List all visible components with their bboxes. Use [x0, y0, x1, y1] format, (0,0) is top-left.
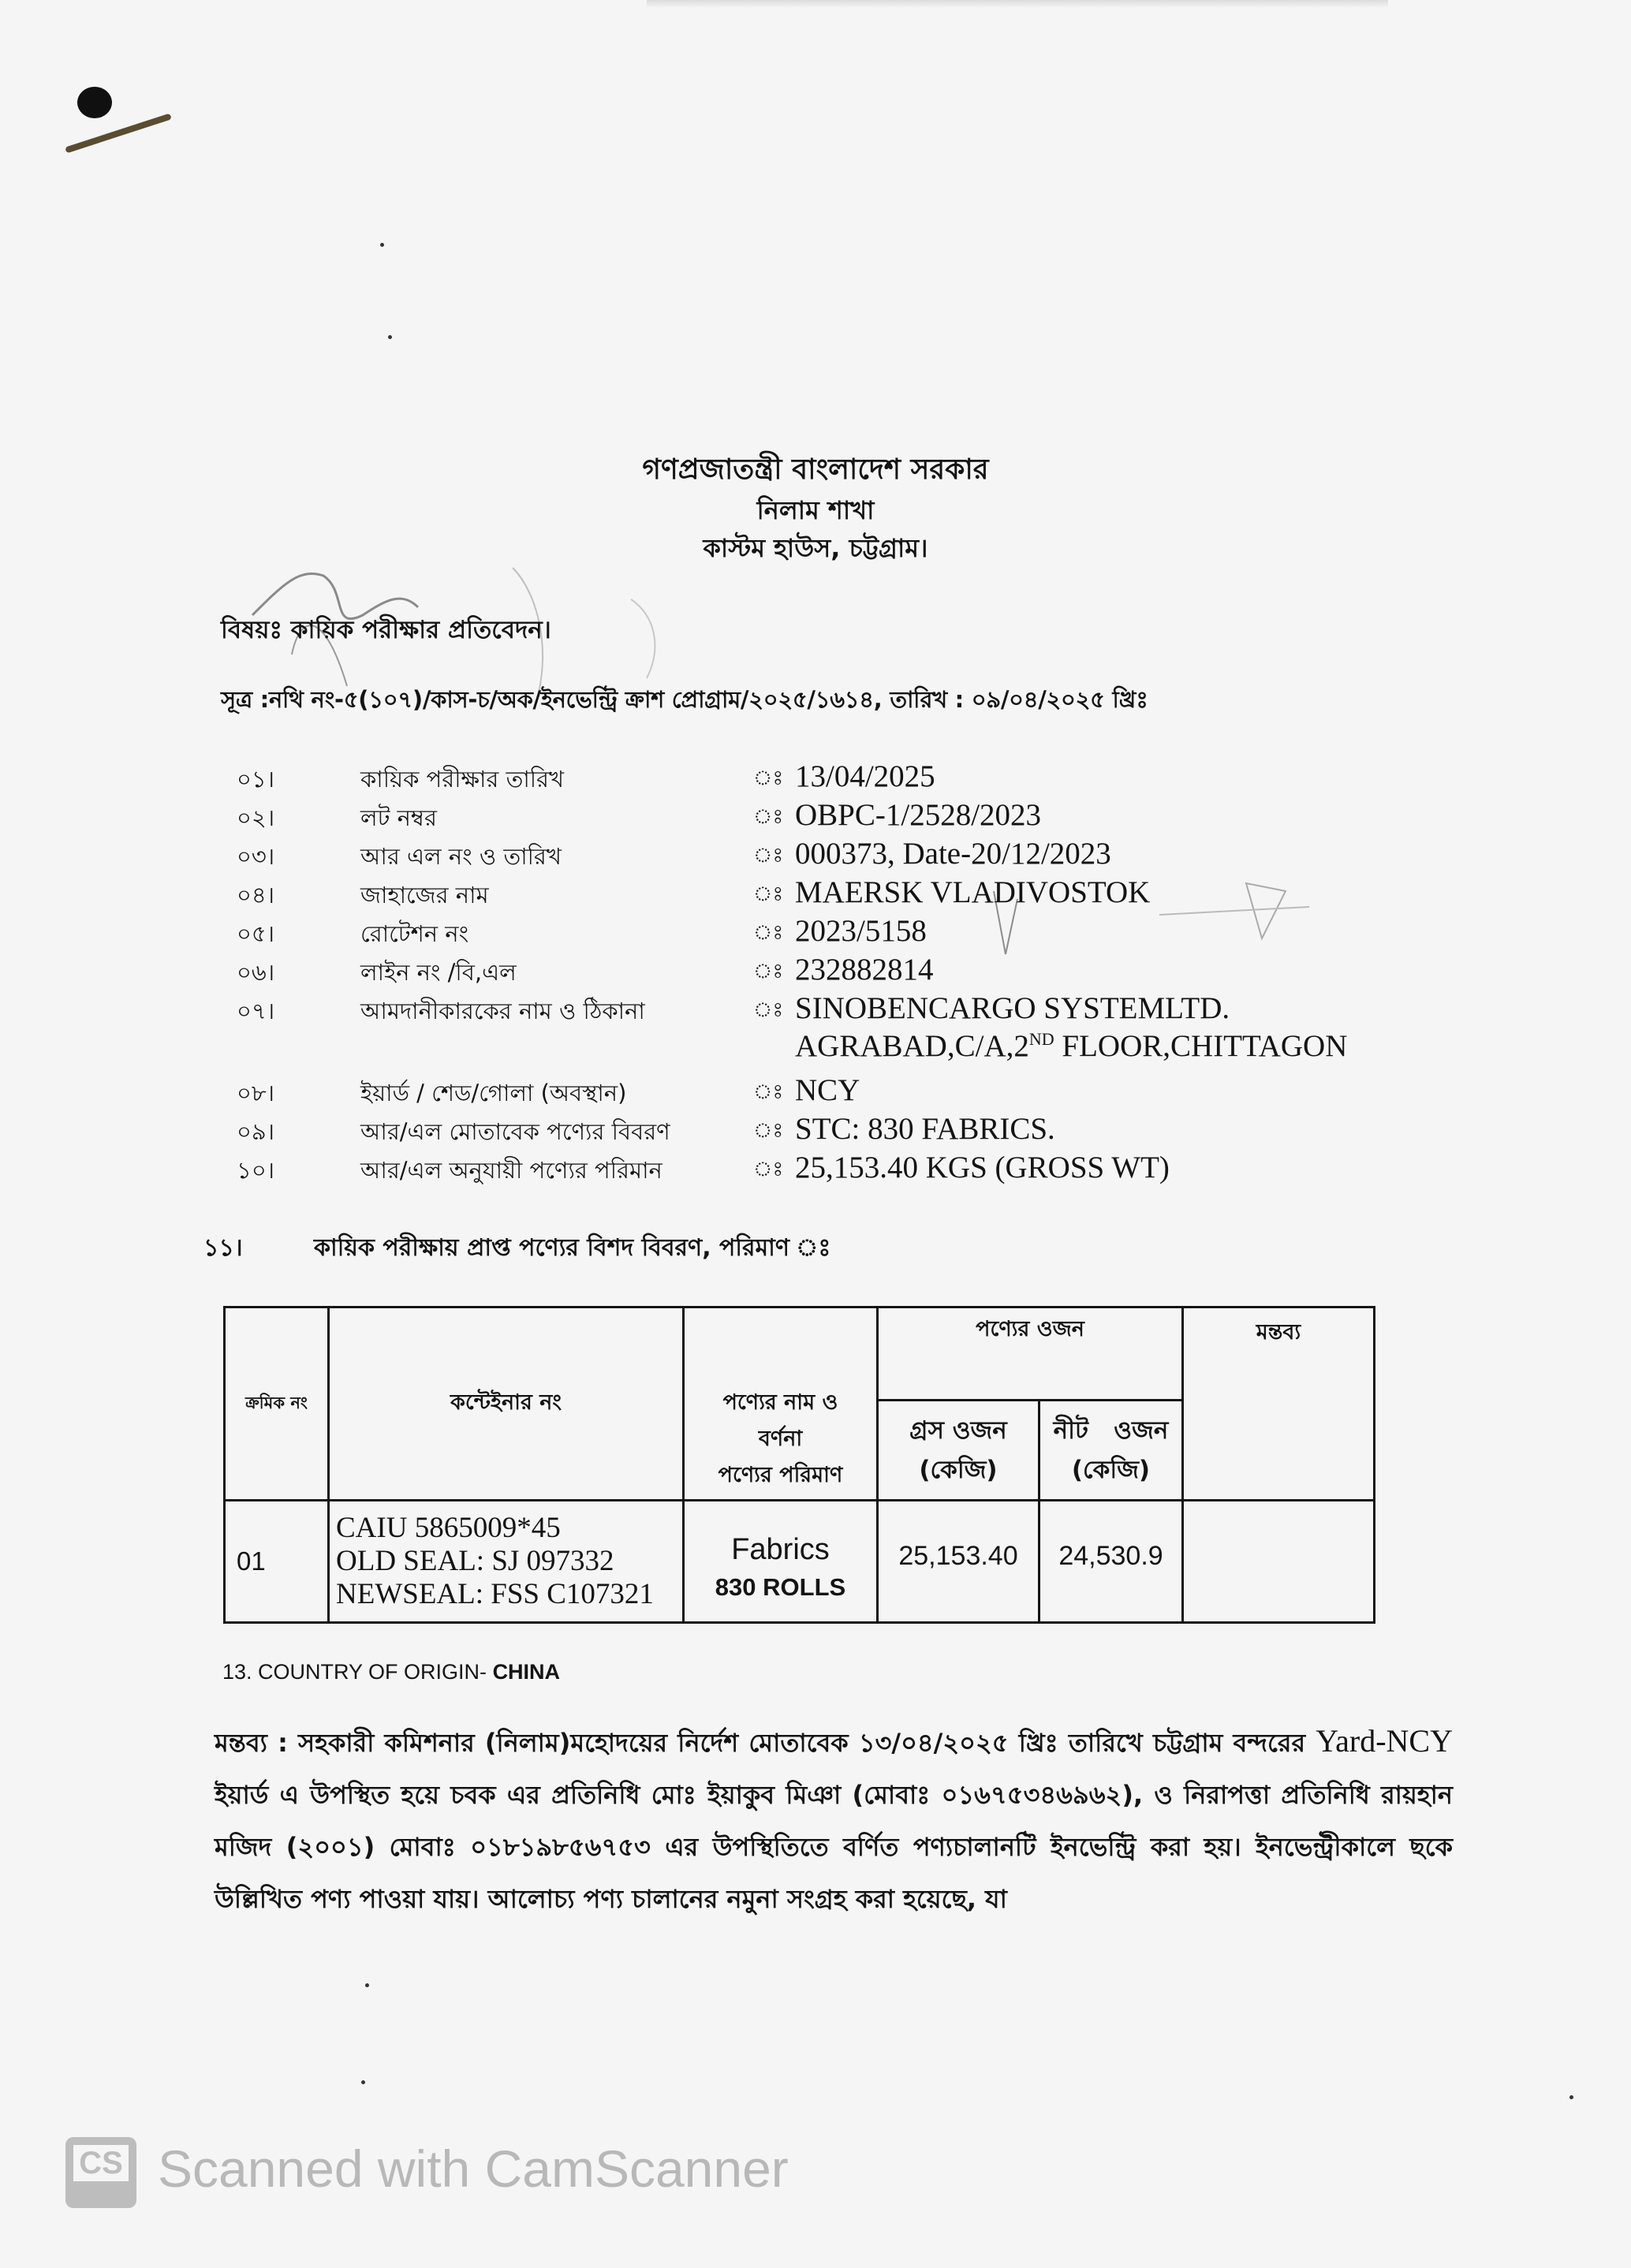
header-net-line: নীট ওজন — [1053, 1416, 1169, 1445]
header-remarks: মন্তব্য — [1183, 1307, 1375, 1501]
cell-goods — [684, 1501, 878, 1623]
camscanner-watermark: Scanned with CamScanner — [158, 2139, 789, 2198]
camscanner-logo-text: CS — [73, 2145, 129, 2181]
header-net-unit: (কেজি) — [1071, 1456, 1151, 1484]
importer-address — [795, 1028, 1347, 1064]
field-number: ০৪। — [237, 882, 275, 908]
cell-serial: 01 — [225, 1501, 329, 1623]
remarks-paragraph — [215, 1715, 1453, 1925]
importer-name: SINOBENCARGO SYSTEMLTD. — [795, 991, 1230, 1025]
field-number: ০৯। — [237, 1118, 275, 1145]
speck — [388, 335, 392, 339]
header-gross-line: গ্রস ওজন — [909, 1416, 1007, 1445]
field-separator: ঃ — [753, 960, 784, 983]
field-label: ইয়ার্ড / শেড/গোলা (অবস্থান) — [360, 1080, 627, 1106]
section-number: ১১। — [203, 1234, 243, 1262]
country-of-origin — [222, 1660, 560, 1684]
field-value: 000373, Date-20/12/2023 — [795, 837, 1111, 871]
field-separator: ঃ — [753, 1080, 784, 1104]
field-value: MAERSK VLADIVOSTOK — [795, 875, 1151, 909]
origin-label: 13. COUNTRY OF ORIGIN- — [222, 1660, 493, 1684]
field-value: NCY — [795, 1073, 860, 1107]
field-separator: ঃ — [753, 767, 784, 790]
yard-name: Yard-NCY — [1316, 1723, 1453, 1759]
speck — [1569, 2095, 1573, 2099]
remarks-text: মন্তব্য : সহকারী কমিশনার (নিলাম)মহোদয়ের নির্দেশ মোতাবেক ১৩/০৪/২০২৫ খ্রিঃ তারিখে চট্টগ্রাম বন্দরের — [215, 1728, 1316, 1758]
field-label: লট নম্বর — [360, 804, 437, 831]
field-value: 25,153.40 KGS (GROSS WT) — [795, 1151, 1170, 1184]
department-name: নিলাম শাখা — [756, 495, 875, 525]
cell-net-weight: 24,530.9 — [1039, 1501, 1183, 1623]
speck — [365, 1983, 369, 1987]
origin-value: CHINA — [492, 1660, 561, 1684]
office-address: কাস্টম হাউস, চট্টগ্রাম। — [703, 533, 928, 563]
header-net-weight — [1039, 1401, 1183, 1501]
field-number: ০৩। — [237, 843, 275, 870]
field-separator: ঃ — [753, 1119, 784, 1143]
field-label: কায়িক পরীক্ষার তারিখ — [360, 766, 565, 793]
field-label: আমদানীকারকের নাম ও ঠিকানা — [360, 998, 645, 1024]
header-weight: পণ্যের ওজন — [878, 1307, 1183, 1401]
field-value: 232882814 — [795, 953, 934, 987]
cell-gross-weight: 25,153.40 — [878, 1501, 1039, 1623]
address-part: AGRABAD,C/A,2 — [795, 1029, 1029, 1063]
cell-container — [329, 1501, 684, 1623]
header-goods — [684, 1307, 878, 1501]
field-separator: ঃ — [753, 882, 784, 906]
field-label: আর/এল মোতাবেক পণ্যের বিবরণ — [360, 1118, 670, 1145]
header-serial: ক্রমিক নং — [225, 1307, 329, 1501]
field-number: ০৬। — [237, 959, 275, 986]
ordinal-suffix: ND — [1028, 1029, 1054, 1049]
government-title: গণপ্রজাতন্ত্রী বাংলাদেশ সরকার — [642, 453, 989, 486]
speck — [380, 243, 384, 247]
field-number: ১০। — [237, 1157, 275, 1184]
field-number: ০১। — [237, 766, 275, 793]
section-11-heading — [203, 1229, 830, 1269]
field-label: আর/এল অনুযায়ী পণ্যের পরিমান — [360, 1157, 662, 1184]
new-seal: NEWSEAL: FSS C107321 — [336, 1578, 654, 1610]
field-value: 2023/5158 — [795, 914, 927, 948]
section-title: কায়িক পরীক্ষায় প্রাপ্ত পণ্যের বিশদ বিবরণ, পরিমাণ ঃ — [314, 1234, 831, 1262]
staple — [65, 114, 172, 154]
field-number: ০৭। — [237, 998, 275, 1024]
header-goods-line: পণ্যের নাম ও — [722, 1390, 838, 1415]
field-number: ০৮। — [237, 1080, 275, 1106]
field-separator: ঃ — [753, 805, 784, 829]
header-gross-weight — [878, 1401, 1039, 1501]
field-separator: ঃ — [753, 921, 784, 945]
old-seal: OLD SEAL: SJ 097332 — [336, 1545, 614, 1577]
table-row — [225, 1501, 1375, 1623]
goods-quantity: 830 ROLLS — [715, 1572, 846, 1601]
header-container: কন্টেইনার নং — [329, 1307, 684, 1501]
field-value: OBPC-1/2528/2023 — [795, 798, 1042, 832]
field-number: ০৫। — [237, 920, 275, 947]
field-separator: ঃ — [753, 1158, 784, 1181]
field-label: জাহাজের নাম — [360, 882, 489, 908]
field-value: 13/04/2025 — [795, 759, 935, 793]
header-goods-line: বর্ণনা — [758, 1426, 803, 1451]
cell-remarks — [1183, 1501, 1375, 1623]
address-part: FLOOR,CHITTAGON — [1054, 1029, 1348, 1063]
field-label: রোটেশন নং — [360, 920, 469, 947]
header-gross-unit: (কেজি) — [919, 1456, 998, 1484]
field-separator: ঃ — [753, 844, 784, 867]
goods-name: Fabrics — [731, 1532, 830, 1566]
field-number: ০২। — [237, 804, 275, 831]
field-label: আর এল নং ও তারিখ — [360, 843, 562, 870]
subject-line: বিষয়ঃ কায়িক পরীক্ষার প্রতিবেদন। — [221, 616, 551, 644]
field-separator: ঃ — [753, 998, 784, 1022]
camscanner-logo — [65, 2137, 136, 2208]
remarks-text: ইয়ার্ড এ উপস্থিত হয়ে চবক এর প্রতিনিধি মোঃ ইয়াকুব মিঞা (মোবাঃ ০১৬৭৫৩৪৬৯৬২), ও নিরাপত্তা প্রতিনিধি রায়হান মজিদ (২০০১) মোবাঃ ০১৮১৯৮৫৬৭৫৩ এর উপস্থিতিতে বর্ণিত পণ্যচালানটি ইনভেন্ট্রি করা হয়। ইনভেন্ট্রীকালে ছকে উল্লিখিত পণ্য পাওয়া যায়। আলোচ্য পণ্য চালানের নমুনা সংগ্রহ করা হয়েছে, যা — [215, 1780, 1453, 1914]
field-value: STC: 830 FABRICS. — [795, 1112, 1055, 1146]
field-label: লাইন নং /বি,এল — [360, 959, 517, 986]
punch-hole — [77, 87, 112, 118]
paper-edge-shadow — [647, 0, 1388, 8]
speck — [361, 2080, 365, 2084]
header-goods-line: পণ্যের পরিমাণ — [718, 1462, 843, 1487]
goods-table — [223, 1306, 1375, 1624]
reference-line: সূত্র :নথি নং-৫(১০৭)/কাস-চ/অক/ইনভেন্ট্রি ক্রাশ প্রোগ্রাম/২০২৫/১৬১৪, তারিখ : ০৯/০৪/২০২৫ খ্রিঃ — [221, 686, 1148, 713]
container-number: CAIU 5865009*45 — [336, 1512, 561, 1544]
table-header-row — [225, 1307, 1375, 1401]
